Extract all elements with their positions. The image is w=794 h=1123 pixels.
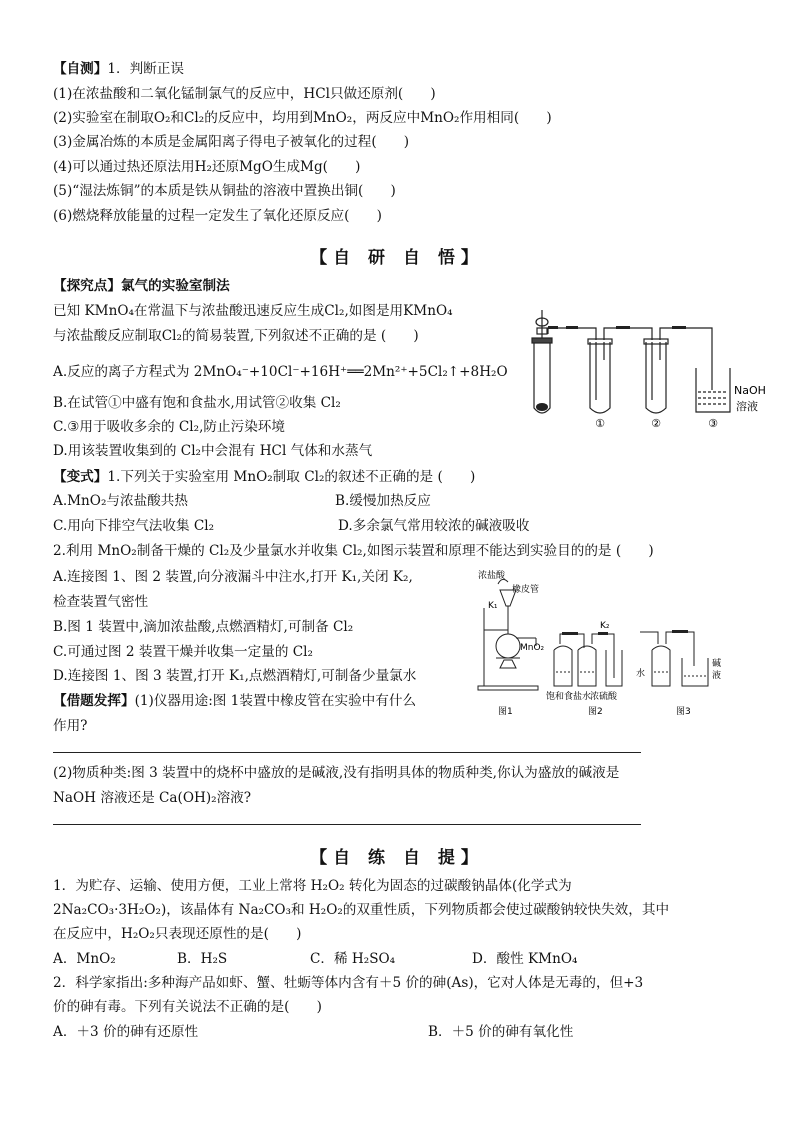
fig3-label: 图3 [676, 707, 691, 717]
practice-q2-line-1: 2．科学家指出:多种海产品如虾、蟹、牡蛎等体内含有＋5 价的砷(As)，它对人体是无毒的，但+3 [53, 975, 644, 991]
variant-q1-option-a: A.MnO₂与浓盐酸共热 [53, 493, 188, 509]
practice-q1-line-1: 1．为贮存、运输、使用方便，工业上常将 H₂O₂ 转化为固态的过碳酸钠晶体(化学式为 [53, 878, 572, 894]
answer-line-2 [53, 824, 641, 825]
explore-option-c: C.③用于吸收多余的 Cl₂,防止污染环境 [53, 419, 285, 435]
explore-title [53, 276, 230, 296]
section-title-self-study: 【自 研 自 悟】 [310, 248, 484, 268]
variant-tag: 【变式】 [53, 469, 108, 485]
practice-q1-line-3: 在反应中，H₂O₂只表现还原性的是( ) [53, 926, 302, 942]
tube-label-3: ③ [708, 417, 718, 430]
practice-q2-option-b: B．＋5 价的砷有氧化性 [428, 1024, 574, 1040]
variant-q2-stem: 2.利用 MnO₂制备干燥的 Cl₂及少量氯水并收集 Cl₂,如图示装置和原理不能达到实验目的的是 ( ) [53, 543, 654, 559]
variant-q2-option-c: C.可通过图 2 装置干燥并收集一定量的 Cl₂ [53, 644, 313, 660]
explore-heading: 氯气的实验室制法 [120, 278, 230, 294]
extend-q1-line-2: 作用? [53, 718, 88, 734]
answer-line-1 [53, 752, 641, 753]
variant-q2-option-a: A.连接图 1、图 2 装置,向分液漏斗中注水,打开 K₁,关闭 K₂, [53, 569, 413, 585]
practice-q2-option-a: A．＋3 价的砷有还原性 [53, 1024, 199, 1040]
variant-q2-option-b: B.图 1 装置中,滴加浓盐酸,点燃酒精灯,可制备 Cl₂ [53, 619, 354, 635]
tube-label-1: ① [595, 417, 605, 430]
kmno4-apparatus-figure [520, 300, 780, 435]
self-test-tag: 【自测】 [53, 61, 108, 77]
extend-q2-line-1: (2)物质种类:图 3 装置中的烧杯中盛放的是碱液,没有指明具体的物质种类,你认为盛放的碱液是 [53, 765, 620, 781]
tube-label-2: ② [651, 417, 661, 430]
mno2-label: MnO₂ [520, 643, 545, 653]
practice-q1-option-b: B．H₂S [177, 951, 228, 967]
water-label: 水 [636, 669, 646, 679]
self-test-heading: 1．判断正误 [107, 61, 184, 77]
self-test-item-2: (2)实验室在制取O₂和Cl₂的反应中，均用到MnO₂，两反应中MnO₂作用相同( ) [53, 110, 552, 126]
self-test-item-5: (5)“湿法炼铜”的本质是铁从铜盐的溶液中置换出铜( ) [53, 183, 396, 199]
fig1-label: 图1 [498, 707, 513, 717]
alkali-label-1: 碱 [712, 659, 722, 669]
section-title-practice: 【自 练 自 提】 [310, 848, 484, 868]
practice-q1-option-a: A．MnO₂ [53, 951, 116, 967]
extend-q1-line-1: (1)仪器用途:图 1装置中橡皮管在实验中有什么 [134, 693, 417, 709]
extend-tag: 【借题发挥】 [53, 693, 135, 709]
self-test-item-4: (4)可以通过热还原法用H₂还原MgO生成Mg( ) [53, 159, 361, 175]
conc-h2so4-label: 浓硫酸 [590, 692, 618, 702]
explore-stem-line-1: 已知 KMnO₄在常温下与浓盐酸迅速反应生成Cl₂,如图是用KMnO₄ [53, 303, 453, 319]
variant-q2-option-d: D.连接图 1、图 3 装置,打开 K₁,点燃酒精灯,可制备少量氯水 [53, 668, 417, 684]
mno2-apparatus-figure [476, 568, 734, 718]
practice-q1-line-2: 2Na₂CO₃·3H₂O₂)，该晶体有 Na₂CO₃和 H₂O₂的双重性质，下列物质都会使过碳酸钠较快失效，其中 [53, 902, 670, 918]
explore-option-b: B.在试管①中盛有饱和食盐水,用试管②收集 Cl₂ [53, 395, 341, 411]
self-test-title [53, 59, 184, 79]
brine-label: 饱和食盐水 [546, 692, 592, 702]
variant-q1-option-c: C.用向下排空气法收集 Cl₂ [53, 518, 215, 534]
practice-q1-option-c: C．稀 H₂SO₄ [310, 951, 396, 967]
solution-label: 溶液 [736, 400, 758, 413]
k1-label: K₁ [488, 601, 498, 611]
explore-stem-line-2: 与浓盐酸反应制取Cl₂的简易装置,下列叙述不正确的是 ( ) [53, 328, 419, 344]
self-test-item-6: (6)燃烧释放能量的过程一定发生了氧化还原反应( ) [53, 208, 382, 224]
explore-option-a: A.反应的离子方程式为 2MnO₄⁻+10Cl⁻+16H⁺══2Mn²⁺+5Cl₂↑+8H₂O [53, 364, 508, 380]
self-test-item-3: (3)金属冶炼的本质是金属阳离子得电子被氧化的过程( ) [53, 134, 410, 150]
practice-q1-option-d: D．酸性 KMnO₄ [472, 951, 578, 967]
variant-q1 [53, 467, 475, 487]
k2-label: K₂ [600, 621, 610, 631]
explore-option-d: D.用该装置收集到的 Cl₂中会混有 HCl 气体和水蒸气 [53, 443, 373, 459]
variant-q1-option-d: D.多余氯气常用较浓的碱液吸收 [338, 518, 530, 534]
variant-q1-stem: 1.下列关于实验室用 MnO₂制取 Cl₂的叙述不正确的是 ( ) [107, 469, 476, 485]
fig2-label: 图2 [588, 707, 603, 717]
self-test-item-1: (1)在浓盐酸和二氧化锰制氯气的反应中，HCl只做还原剂( ) [53, 86, 436, 102]
explore-tag: 【探究点】 [53, 278, 121, 294]
naoh-label: NaOH [734, 384, 766, 397]
extend-q2-line-2: NaOH 溶液还是 Ca(OH)₂溶液? [53, 790, 252, 806]
extend-q1 [53, 691, 416, 711]
variant-q1-option-b: B.缓慢加热反应 [335, 493, 431, 509]
alkali-label-2: 液 [712, 671, 722, 681]
conc-hcl-label: 浓盐酸 [478, 571, 506, 581]
variant-q2-option-a-cont: 检查装置气密性 [53, 594, 149, 610]
practice-q2-line-2: 价的砷有毒。下列有关说法不正确的是( ) [53, 999, 322, 1015]
rubber-tube-label: 橡皮管 [512, 585, 540, 595]
